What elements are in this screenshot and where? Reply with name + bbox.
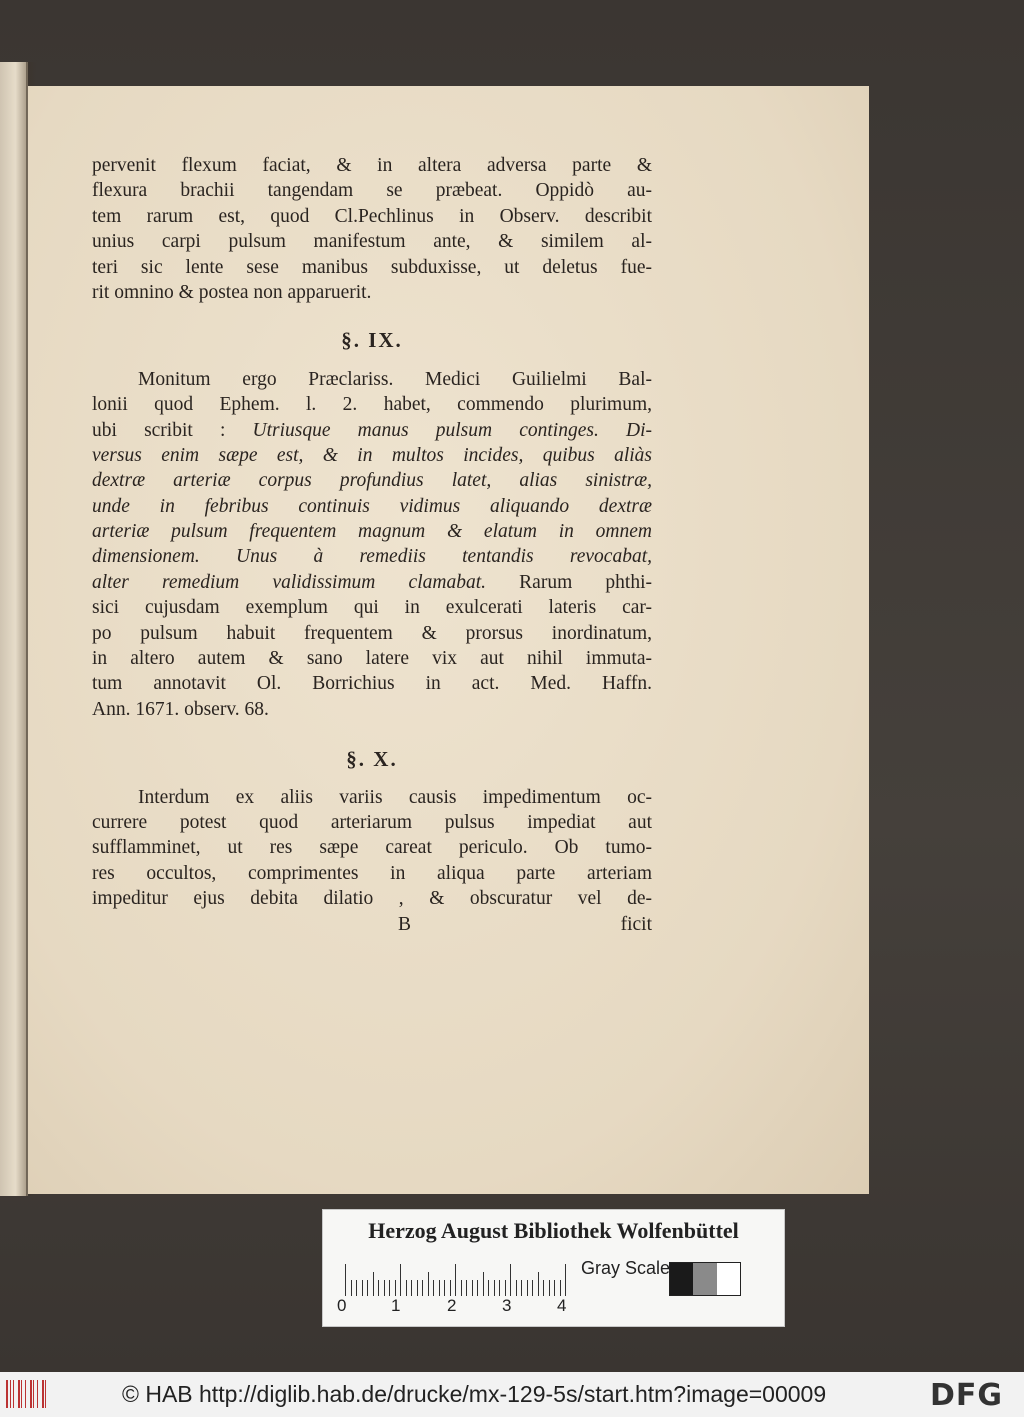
ruler-tick bbox=[373, 1272, 374, 1296]
grayscale-swatch bbox=[717, 1263, 740, 1295]
text-italic: Utriusque manus pulsum continges. Di- bbox=[252, 419, 652, 441]
ruler-tick bbox=[422, 1280, 423, 1296]
ruler-tick bbox=[532, 1280, 533, 1296]
ruler-tick bbox=[505, 1280, 506, 1296]
barcode-bar bbox=[6, 1380, 8, 1408]
grayscale-swatches bbox=[669, 1262, 741, 1296]
ruler-tick bbox=[395, 1280, 396, 1296]
barcode-bar bbox=[10, 1380, 11, 1408]
copyright-url[interactable]: © HAB http://diglib.hab.de/drucke/mx-129-5s/start.htm?image=00009 bbox=[122, 1381, 827, 1407]
text-line: Monitum ergo Præclariss. Medici Guilielmi Bal- bbox=[138, 368, 652, 390]
text-line: arteriæ pulsum frequentem magnum & elatum in omnem bbox=[92, 521, 652, 543]
text-line bbox=[92, 418, 652, 443]
ruler-tick bbox=[411, 1280, 412, 1296]
ruler-tick bbox=[406, 1280, 407, 1296]
book-spine-edge bbox=[0, 62, 28, 1196]
viewer-footer bbox=[0, 1372, 1024, 1417]
text-line: Interdum ex aliis variis causis impedimentum oc- bbox=[138, 786, 652, 808]
ruler-tick bbox=[538, 1272, 539, 1296]
barcode-bar bbox=[33, 1380, 34, 1408]
barcode-bar bbox=[45, 1380, 46, 1408]
ruler-number: 2 bbox=[447, 1296, 457, 1315]
ruler-number: 0 bbox=[337, 1296, 347, 1315]
text-line: pervenit flexum faciat, & in altera adversa parte & bbox=[92, 155, 652, 176]
ruler-tick bbox=[362, 1280, 363, 1296]
text-roman: ubi scribit : bbox=[92, 419, 253, 441]
ruler-tick bbox=[400, 1264, 401, 1296]
text-line: in altero autem & sano latere vix aut nihil immuta- bbox=[92, 648, 652, 670]
barcode-bar bbox=[21, 1380, 22, 1408]
ruler-numbers bbox=[337, 1296, 577, 1318]
page-text bbox=[92, 153, 652, 938]
signature-mark: B bbox=[398, 913, 412, 935]
ruler-tick bbox=[549, 1280, 550, 1296]
grayscale-swatch bbox=[693, 1263, 716, 1295]
ruler-tick bbox=[554, 1280, 555, 1296]
library-name: Herzog August Bibliothek Wolfenbüttel bbox=[368, 1218, 739, 1243]
text-line: tum annotavit Ol. Borrichius in act. Med. Haffn. bbox=[92, 673, 652, 695]
barcode-bar bbox=[42, 1380, 44, 1408]
text-line: unde in febribus continuis vidimus aliquando dextræ bbox=[92, 495, 652, 517]
ruler-tick bbox=[356, 1280, 357, 1296]
ruler-tick bbox=[444, 1280, 445, 1296]
ruler-tick bbox=[367, 1280, 368, 1296]
barcode-bar bbox=[25, 1380, 26, 1408]
ruler-tick bbox=[345, 1264, 346, 1296]
ruler-number: 1 bbox=[391, 1296, 401, 1315]
ruler-tick bbox=[417, 1280, 418, 1296]
text-line: sufflamminet, ut res sæpe careat periculo. Ob tumo- bbox=[92, 837, 652, 859]
ruler-tick bbox=[389, 1280, 390, 1296]
ruler-tick bbox=[450, 1280, 451, 1296]
ruler-tick bbox=[455, 1264, 456, 1296]
text-line: currere potest quod arteriarum pulsus impediat aut bbox=[92, 812, 652, 834]
text-line bbox=[92, 570, 652, 595]
text-line: Ann. 1671. observ. 68. bbox=[92, 698, 269, 720]
ruler-tick bbox=[488, 1280, 489, 1296]
ruler-tick bbox=[351, 1280, 352, 1296]
library-color-label bbox=[322, 1209, 785, 1327]
text-line: flexura brachii tangendam se præbeat. Oppidò au- bbox=[92, 180, 652, 202]
barcode-bar bbox=[37, 1380, 38, 1408]
text-line: unius carpi pulsum manifestum ante, & similem al- bbox=[92, 231, 652, 253]
ruler-tick bbox=[565, 1264, 566, 1296]
text-line: rit omnino & postea non apparuerit. bbox=[92, 281, 372, 303]
text-italic: alter remedium validissimum clamabat. bbox=[92, 571, 486, 593]
grayscale-label: Gray Scale bbox=[581, 1258, 671, 1278]
text-line: dextræ arteriæ corpus profundius latet, alias sinistræ, bbox=[92, 470, 652, 492]
ruler-tick bbox=[521, 1280, 522, 1296]
barcode-bar bbox=[13, 1380, 14, 1408]
text-line: teri sic lente sese manibus subduxisse, ut deletus fue- bbox=[92, 256, 652, 278]
ruler-tick bbox=[466, 1280, 467, 1296]
ruler-tick bbox=[543, 1280, 544, 1296]
dfg-logo: DFG bbox=[930, 1378, 1004, 1413]
ruler-number: 3 bbox=[502, 1296, 512, 1315]
text-line: versus enim sæpe est, & in multos incides, quibus aliàs bbox=[92, 444, 652, 466]
scale-ruler bbox=[345, 1262, 567, 1296]
ruler-tick bbox=[499, 1280, 500, 1296]
ruler-tick bbox=[527, 1280, 528, 1296]
section-heading-9: §. IX. bbox=[341, 328, 403, 353]
grayscale-swatch bbox=[670, 1263, 693, 1295]
text-line: impeditur ejus debita dilatio , & obscuratur vel de- bbox=[92, 888, 652, 910]
ruler-tick bbox=[494, 1280, 495, 1296]
text-line: dimensionem. Unus à remediis tentandis revocabat, bbox=[92, 546, 652, 568]
ruler-number: 4 bbox=[557, 1296, 567, 1315]
ruler-tick bbox=[516, 1280, 517, 1296]
ruler-tick bbox=[384, 1280, 385, 1296]
text-line: sici cujusdam exemplum qui in exulcerati lateris car- bbox=[92, 597, 652, 619]
hab-barcode-logo bbox=[6, 1380, 48, 1408]
page-footer-row bbox=[92, 912, 652, 938]
ruler-tick bbox=[477, 1280, 478, 1296]
catchword: ficit bbox=[620, 913, 652, 935]
ruler-tick bbox=[378, 1280, 379, 1296]
ruler-tick bbox=[433, 1280, 434, 1296]
ruler-tick bbox=[461, 1280, 462, 1296]
text-line: res occultos, comprimentes in aliqua parte arteriam bbox=[92, 862, 652, 884]
barcode-bar bbox=[30, 1380, 32, 1408]
text-line: tem rarum est, quod Cl.Pechlinus in Observ. describit bbox=[92, 205, 652, 227]
text-line: lonii quod Ephem. l. 2. habet, commendo plurimum, bbox=[92, 394, 652, 416]
ruler-tick bbox=[428, 1272, 429, 1296]
ruler-tick bbox=[439, 1280, 440, 1296]
ruler-tick bbox=[560, 1280, 561, 1296]
ruler-tick bbox=[472, 1280, 473, 1296]
text-line: po pulsum habuit frequentem & prorsus inordinatum, bbox=[92, 622, 652, 644]
barcode-bar bbox=[18, 1380, 20, 1408]
ruler-tick bbox=[510, 1264, 511, 1296]
ruler-tick bbox=[483, 1272, 484, 1296]
text-roman: Rarum phthi- bbox=[486, 571, 653, 593]
section-heading-10: §. X. bbox=[346, 747, 398, 772]
